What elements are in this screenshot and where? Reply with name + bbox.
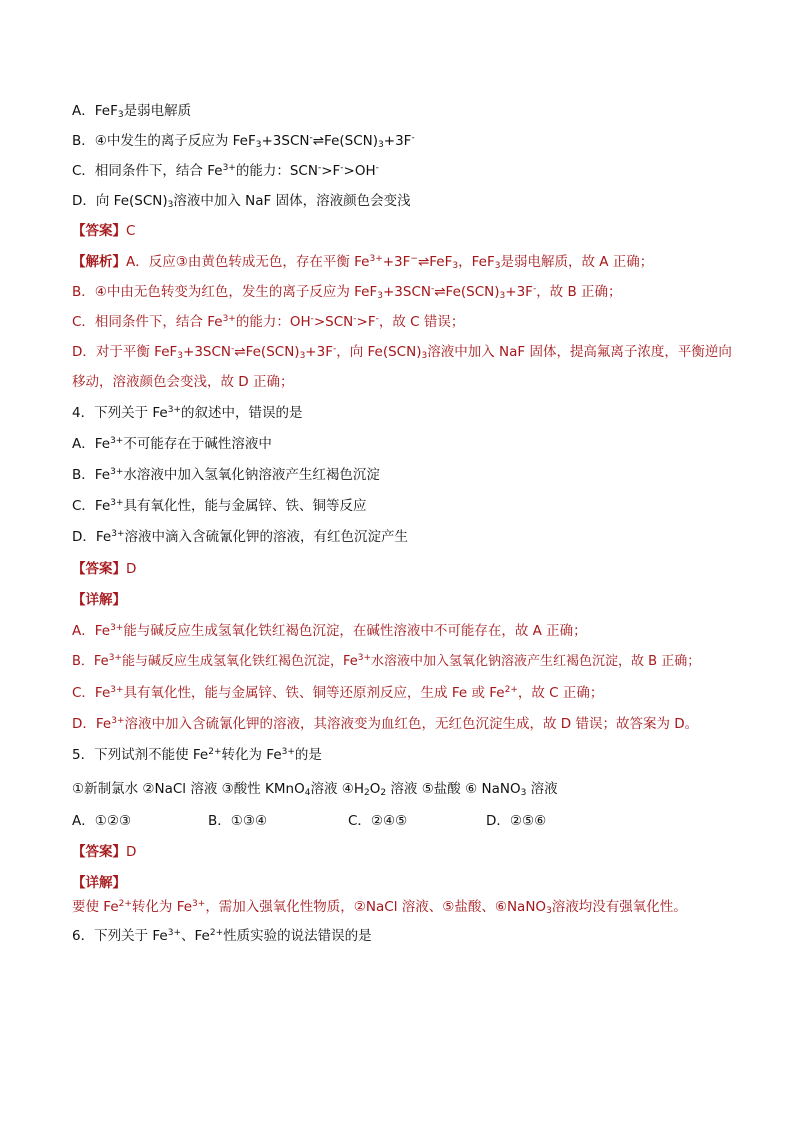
- superscript: -: [411, 133, 415, 143]
- text-run: +3SCN: [261, 133, 310, 149]
- text-run: ，向 Fe(SCN): [336, 344, 422, 360]
- text-run: 溶液中滴入含硫氰化钾的溶液，有红色沉淀产生: [124, 529, 409, 545]
- q4-detail-label: 【详解】: [72, 592, 126, 608]
- text-run: >F: [356, 314, 376, 330]
- text-run: ，故 C 正确；: [517, 685, 604, 701]
- q3-option-b: [72, 132, 415, 150]
- text-run: D．对于平衡 FeF: [72, 344, 178, 360]
- q4-detail-line-4: [72, 715, 698, 733]
- subscript: 3: [117, 110, 124, 120]
- q4-detail-line-2: [72, 653, 700, 671]
- text-run: 的能力：SCN: [235, 163, 318, 179]
- text-run: +3F: [382, 254, 411, 270]
- text-run: 的是: [294, 747, 322, 763]
- superscript: -: [375, 314, 379, 324]
- q4-option-b: [72, 466, 380, 484]
- text-run: 溶液: [526, 781, 558, 797]
- text-run: B．④中发生的离子反应为 FeF: [72, 133, 256, 149]
- q5-detail-label: 【详解】: [72, 875, 126, 891]
- answer-value: D: [126, 844, 137, 860]
- subscript: 2: [364, 788, 370, 798]
- text-run: +3SCN: [183, 344, 232, 360]
- q3-analysis-line-2: [72, 283, 622, 301]
- subscript: 3: [421, 351, 428, 361]
- text-run: A．FeF: [72, 103, 118, 119]
- superscript: 3+: [369, 254, 383, 264]
- subscript: 3: [177, 351, 184, 361]
- text-run: C．Fe: [72, 498, 111, 514]
- text-run: O: [369, 781, 381, 797]
- text-run: 水溶液中加入氢氧化钠溶液产生红褐色沉淀: [123, 467, 380, 483]
- q5-option-a: A．①②③: [72, 813, 132, 829]
- answer-label: 【答案】: [72, 223, 126, 239]
- analysis-text: [126, 254, 653, 270]
- text-run: 4．下列关于 Fe: [72, 405, 168, 421]
- text-run: +3F: [305, 344, 333, 360]
- superscript: 3+: [111, 716, 125, 726]
- text-run: ⇌FeF: [417, 254, 453, 270]
- subscript: 3: [255, 140, 262, 150]
- superscript: 3+: [108, 653, 122, 663]
- q3-analysis-line-3: [72, 313, 464, 331]
- superscript: 3+: [110, 436, 124, 446]
- q5-answer: [72, 843, 136, 861]
- q4-option-d: [72, 528, 408, 546]
- q4-stem: [72, 404, 303, 422]
- text-run: 溶液均没有强氧化性。: [551, 899, 687, 915]
- superscript: 3+: [222, 163, 236, 173]
- text-run: D．Fe: [72, 716, 112, 732]
- superscript: 3+: [110, 498, 124, 508]
- q3-option-a: [72, 102, 191, 120]
- superscript: -: [332, 344, 337, 354]
- superscript: −: [410, 254, 418, 264]
- superscript: -: [532, 284, 537, 294]
- superscript: -: [340, 163, 344, 173]
- text-run: 具有氧化性，能与金属锌、铁、铜等反应: [123, 498, 367, 514]
- answer-label: 【答案】: [72, 561, 126, 577]
- subscript: 3: [299, 351, 306, 361]
- text-run: >F: [321, 163, 341, 179]
- answer-value: D: [126, 561, 137, 577]
- q3-option-c: [72, 162, 379, 180]
- subscript: 3: [499, 291, 506, 301]
- text-run: 是弱电解质: [123, 103, 192, 119]
- subscript: 3: [167, 200, 174, 210]
- superscript: 3+: [192, 899, 206, 909]
- text-run: B．Fe: [72, 467, 111, 483]
- superscript: 3+: [167, 405, 181, 415]
- q5-reagent-list: [72, 780, 558, 798]
- text-run: C．Fe: [72, 685, 111, 701]
- text-run: 溶液 ④H: [310, 781, 364, 797]
- text-run: B．Fe: [72, 654, 109, 669]
- superscript: 2+: [118, 899, 132, 909]
- subscript: 3: [520, 788, 527, 798]
- text-run: 转化为 Fe: [131, 899, 193, 915]
- q4-answer: [72, 560, 136, 578]
- superscript: 2+: [504, 685, 518, 695]
- superscript: -: [431, 284, 435, 294]
- text-run: 水溶液中加入氢氧化钠溶液产生红褐色沉淀，故 B 正确；: [371, 654, 701, 669]
- text-run: D．Fe: [72, 529, 112, 545]
- superscript: -: [309, 133, 313, 143]
- superscript: 3+: [281, 747, 295, 757]
- text-run: +3F: [505, 284, 533, 300]
- text-run: >OH: [343, 163, 376, 179]
- text-run: 6．下列关于 Fe: [72, 928, 168, 944]
- text-run: 转化为 Fe: [221, 747, 282, 763]
- text-run: ⇌Fe(SCN): [434, 284, 500, 300]
- answer-label: 【答案】: [72, 844, 126, 860]
- text-run: C．相同条件下，结合 Fe: [72, 314, 223, 330]
- superscript: 3+: [110, 685, 124, 695]
- q4-detail-line-3: [72, 684, 603, 702]
- text-run: 不可能存在于碱性溶液中: [123, 436, 272, 452]
- text-run: 5．下列试剂不能使 Fe: [72, 747, 209, 763]
- superscript: 3+: [110, 467, 124, 477]
- text-run: ①新制氯水 ②NaCl 溶液 ③酸性 KMnO: [72, 781, 305, 797]
- q4-option-a: [72, 435, 272, 453]
- text-run: A．反应③由黄色转成无色，存在平衡 Fe: [126, 254, 370, 270]
- analysis-label: 【解析】: [72, 254, 126, 270]
- q3-analysis-line-4: [72, 343, 732, 361]
- text-run: 溶液中加入 NaF 固体，提高氟离子浓度，平衡逆向: [427, 344, 732, 360]
- subscript: 3: [546, 906, 552, 916]
- q5-detail-line-1: [72, 898, 687, 916]
- answer-value: C: [126, 223, 136, 239]
- subscript: 3: [377, 291, 383, 301]
- text-run: ⇌Fe(SCN): [312, 133, 379, 149]
- q4-option-c: [72, 497, 367, 515]
- text-run: B．④中由无色转变为红色，发生的离子反应为 FeF: [72, 284, 378, 300]
- subscript: 3: [452, 261, 459, 271]
- text-run: 要使 Fe: [72, 899, 119, 915]
- text-run: 能与碱反应生成氢氧化铁红褐色沉淀，Fe: [121, 654, 358, 669]
- text-run: 具有氧化性，能与金属锌、铁、铜等还原剂反应，生成 Fe 或 Fe: [123, 685, 505, 701]
- text-run: 是弱电解质，故 A 正确；: [500, 254, 654, 270]
- text-run: 溶液中加入 NaF 固体，溶液颜色会变浅: [173, 193, 411, 209]
- subscript: 3: [378, 140, 384, 150]
- text-run: D．向 Fe(SCN): [72, 193, 168, 209]
- text-run: 性质实验的说法错误的是: [223, 928, 372, 944]
- superscript: -: [353, 314, 357, 324]
- superscript: 2+: [208, 747, 222, 757]
- superscript: -: [317, 163, 322, 173]
- text-run: 的叙述中，错误的是: [181, 405, 303, 421]
- text-run: A．Fe: [72, 623, 111, 639]
- text-run: 、Fe: [181, 928, 210, 944]
- subscript: 4: [304, 788, 311, 798]
- q3-option-d: [72, 192, 411, 210]
- q3-analysis-line-1: [72, 253, 653, 271]
- text-run: >SCN: [313, 314, 354, 330]
- q5-option-b: B．①③④: [208, 813, 268, 829]
- q4-detail-line-1: [72, 622, 587, 640]
- text-run: A．Fe: [72, 436, 111, 452]
- subscript: 3: [494, 261, 501, 271]
- text-run: ，故 C 错误；: [378, 314, 465, 330]
- superscript: 2+: [209, 928, 224, 938]
- text-run: ，需加入强氧化性物质，②NaCl 溶液、⑤盐酸、⑥NaNO: [205, 899, 547, 915]
- superscript: 3+: [110, 623, 124, 633]
- text-run: 溶液 ⑤盐酸 ⑥ NaNO: [386, 781, 521, 797]
- text-run: +3F: [383, 133, 412, 149]
- text-run: 能与碱反应生成氢氧化铁红褐色沉淀，在碱性溶液中不可能存在，故 A 正确；: [123, 623, 587, 639]
- q3-analysis-line-5: 移动，溶液颜色会变浅，故 D 正确；: [72, 374, 294, 390]
- subscript: 2: [380, 788, 387, 798]
- q6-stem: [72, 927, 372, 945]
- text-run: 的能力：OH: [235, 314, 311, 330]
- superscript: 3+: [222, 314, 236, 324]
- text-run: ，故 B 正确；: [536, 284, 622, 300]
- superscript: -: [375, 163, 379, 173]
- q5-option-c: C．②④⑤: [348, 813, 408, 829]
- superscript: -: [310, 314, 314, 324]
- text-run: +3SCN: [383, 284, 431, 300]
- superscript: 3+: [111, 529, 125, 539]
- superscript: 3+: [357, 653, 372, 663]
- superscript: -: [231, 344, 235, 354]
- text-run: C．相同条件下，结合 Fe: [72, 163, 223, 179]
- text-run: ⇌Fe(SCN): [234, 344, 300, 360]
- superscript: 3+: [167, 928, 181, 938]
- q5-option-d: D．②⑤⑥: [486, 813, 547, 829]
- q5-stem: [72, 746, 322, 764]
- text-run: 溶液中加入含硫氰化钾的溶液，其溶液变为血红色，无红色沉淀生成，故 D 错误；故答案为 D。: [124, 716, 699, 732]
- q3-answer: [72, 222, 135, 240]
- text-run: ，FeF: [458, 254, 495, 270]
